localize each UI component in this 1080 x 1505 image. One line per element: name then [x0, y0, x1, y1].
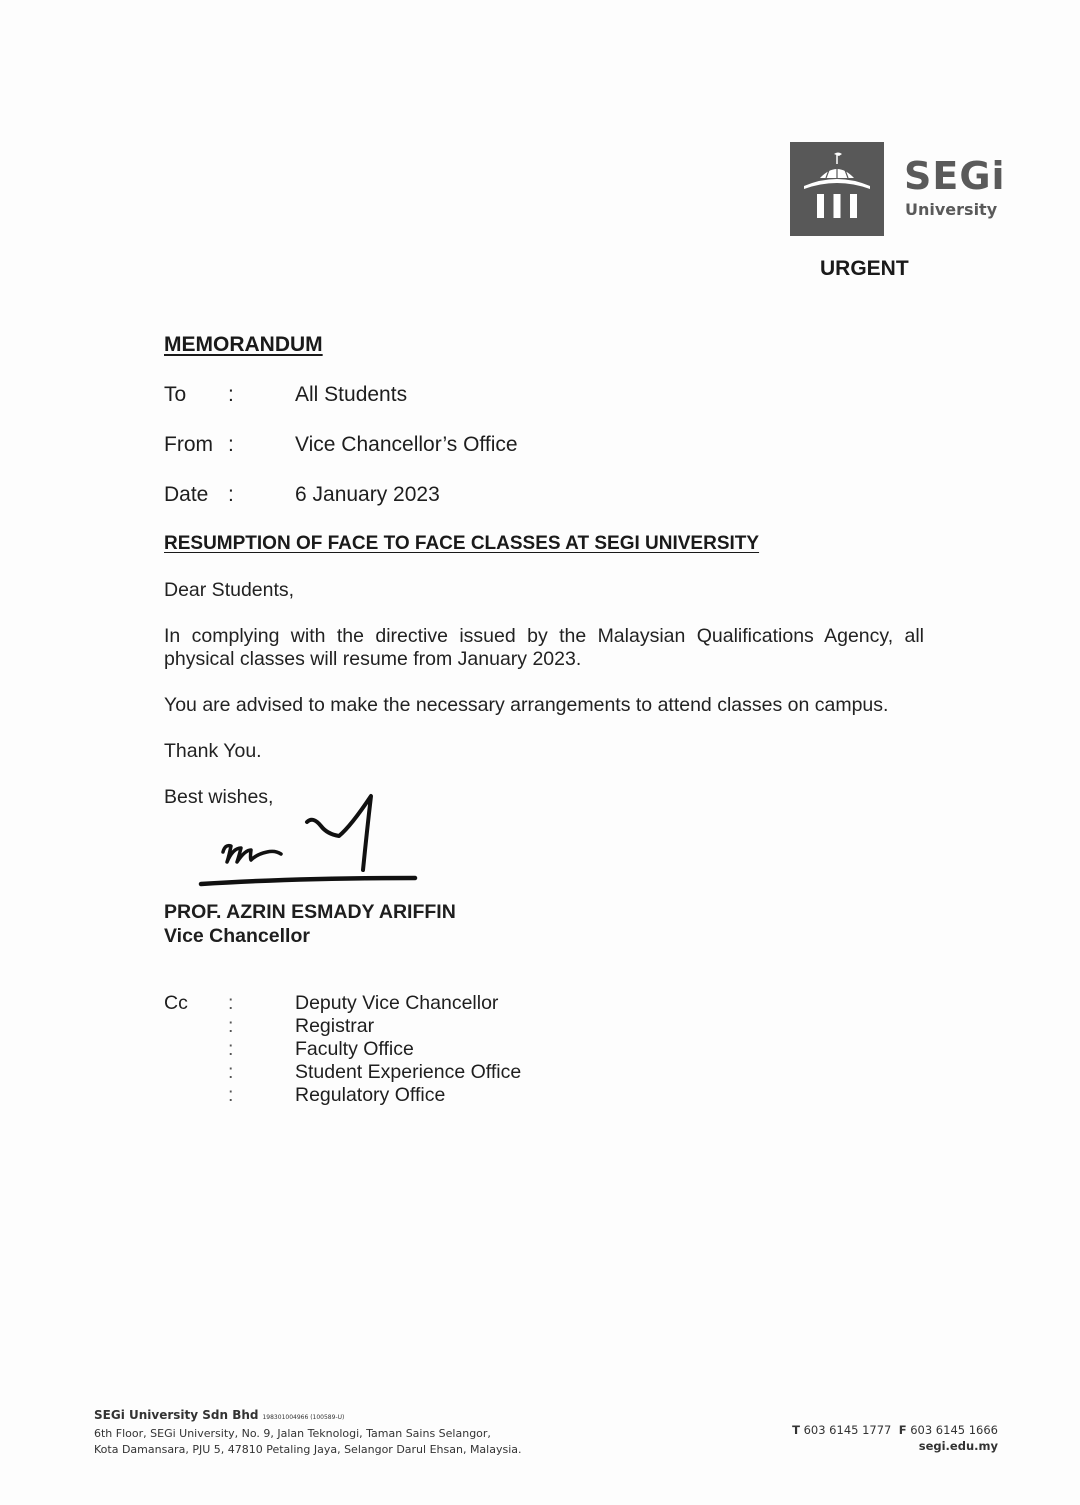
cc-recipient-name: Deputy Vice Chancellor: [295, 992, 499, 1014]
urgent-label: URGENT: [820, 257, 909, 280]
cc-label: Cc: [164, 992, 188, 1014]
footer-tel: 603 6145 1777: [803, 1423, 892, 1437]
from-colon: :: [228, 433, 234, 456]
dome-building-icon: [790, 142, 884, 236]
footer-website-link[interactable]: segi.edu.my: [918, 1439, 998, 1453]
signer-title: Vice Chancellor: [164, 925, 310, 947]
cc-recipient-name: Faculty Office: [295, 1038, 414, 1060]
footer-company: SEGi University Sdn Bhd: [94, 1408, 259, 1422]
handwritten-signature: [195, 790, 425, 890]
cc-colon: :: [228, 1084, 234, 1106]
cc-colon: :: [228, 992, 234, 1014]
cc-colon: :: [228, 1038, 234, 1060]
to-value: All Students: [295, 383, 408, 406]
from-value: Vice Chancellor’s Office: [295, 433, 518, 456]
cc-recipient-name: Regulatory Office: [295, 1084, 446, 1106]
footer-tel-label: T: [792, 1423, 800, 1437]
cc-colon: :: [228, 1061, 234, 1083]
footer-fax: 603 6145 1666: [910, 1423, 998, 1437]
from-field: [164, 432, 864, 458]
cc-recipient-name: Registrar: [295, 1015, 375, 1037]
cc-recipient: [164, 1084, 664, 1107]
thanks: Thank You.: [164, 740, 262, 762]
date-field: [164, 482, 864, 508]
cc-recipient-name: Student Experience Office: [295, 1061, 522, 1083]
date-value: 6 January 2023: [295, 483, 440, 506]
closing: Best wishes,: [164, 786, 274, 808]
greeting: Dear Students,: [164, 579, 295, 601]
cc-recipient: [164, 992, 664, 1015]
cc-recipient: [164, 1015, 664, 1038]
logo-subtitle: University: [905, 200, 998, 219]
memo-title: MEMORANDUM: [164, 333, 323, 356]
logo-wordmark: SEGi: [904, 154, 1006, 198]
date-colon: :: [228, 483, 234, 506]
cc-recipient: [164, 1061, 664, 1084]
body-paragraph-1: In complying with the directive issued by the Malaysian Qualifications Agency, all physical classes will resume from January 2023.: [164, 625, 924, 670]
footer-registration: 198301004966 (100589-U): [262, 1414, 345, 1421]
footer-contact: [792, 1422, 998, 1454]
segi-logo: [790, 142, 1005, 236]
memo-subject: RESUMPTION OF FACE TO FACE CLASSES AT SEGI UNIVERSITY: [164, 533, 760, 554]
signer-name: PROF. AZRIN ESMADY ARIFFIN: [164, 901, 456, 923]
footer-address-line-1: 6th Floor, SEGi University, No. 9, Jalan Teknologi, Taman Sains Selangor,: [94, 1427, 491, 1440]
footer-address-line-2: Kota Damansara, PJU 5, 47810 Petaling Jaya, Selangor Darul Ehsan, Malaysia.: [94, 1443, 522, 1456]
footer-address: [94, 1407, 522, 1458]
body-paragraph-2: You are advised to make the necessary arrangements to attend classes on campus.: [164, 694, 889, 716]
cc-colon: :: [228, 1015, 234, 1037]
from-label: From: [164, 433, 213, 456]
to-label: To: [164, 383, 187, 406]
to-colon: :: [228, 383, 234, 406]
cc-recipient: [164, 1038, 664, 1061]
to-field: [164, 382, 864, 408]
date-label: Date: [164, 483, 209, 506]
footer-fax-label: F: [898, 1423, 907, 1437]
